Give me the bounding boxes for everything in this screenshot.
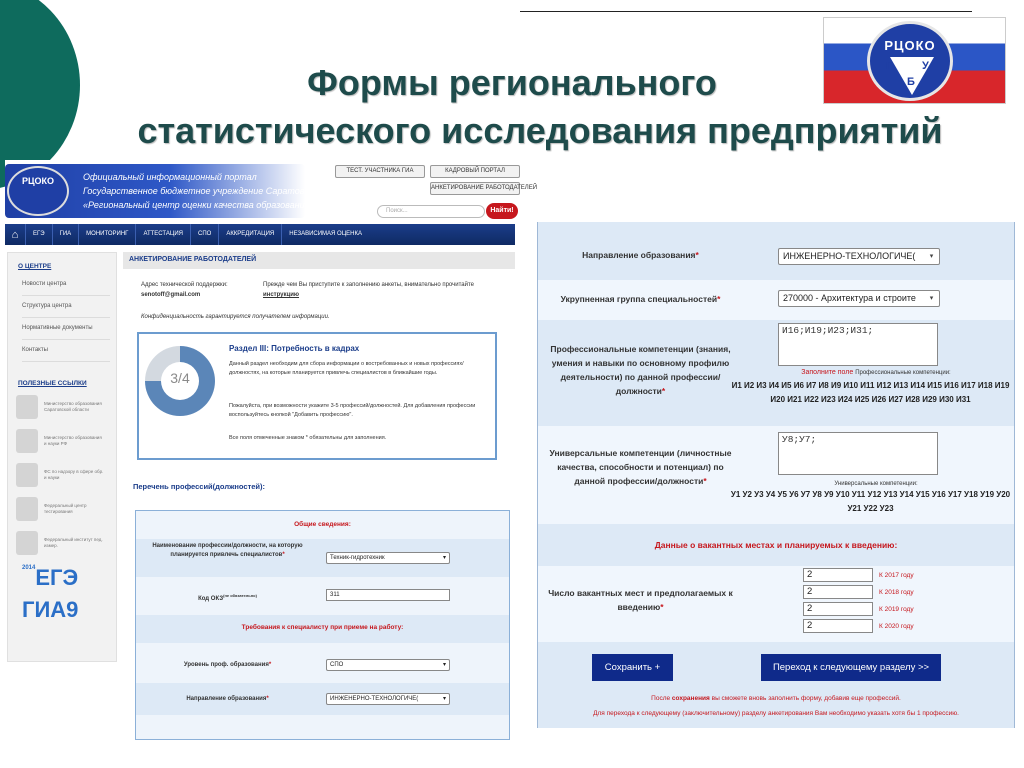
coat-of-arms-icon (16, 429, 38, 453)
banner-label: Федеральный институт пед. измер. (44, 537, 103, 548)
logo-letter-u: У (922, 60, 929, 72)
univ-competencies-label: Универсальные компетенции (личностные качества, способности и потенциал) по данной профессии/должности* (549, 448, 732, 486)
nav-item[interactable]: ЕГЭ (25, 224, 52, 245)
instruction-link[interactable]: инструкцию (263, 292, 300, 298)
direction-label: Направление образования* (582, 250, 699, 260)
hr-portal-button[interactable]: КАДРОВЫЙ ПОРТАЛ (430, 165, 520, 178)
section-title: Раздел III: Потребность в кадрах (229, 344, 360, 353)
profession-form (135, 510, 510, 740)
form-row (136, 683, 509, 715)
save-button[interactable]: Сохранить + (592, 654, 673, 681)
search-button[interactable]: Найти! (486, 203, 518, 219)
ege-label: ЕГЭ (35, 565, 79, 590)
banner-label: Федеральный центр тестирования (44, 503, 87, 514)
emblem-icon (16, 497, 38, 521)
direction-select[interactable] (326, 693, 450, 705)
vacancy-year: К 2018 году (879, 589, 914, 596)
profession-label-text: Наименование профессии/должности, на которую планируется привлечь специалистов (152, 543, 303, 558)
support-note-block (263, 280, 503, 300)
vacancy-input-2018[interactable]: 2 (803, 585, 873, 599)
prof-competencies-label-text: Профессиональные компетенции (знания, умения и навыки по основному профилю деятельности) по данной профессии/должности (550, 344, 731, 396)
next-note: Для перехода к следующему (заключительному) разделу анкетирования Вам необходимо указать хотя бы 1 профессию. (593, 710, 959, 717)
okz-note: (не обязательно) (223, 593, 257, 598)
banner-label: Министерство образования Саратовской области (44, 401, 102, 412)
save-note (538, 695, 1014, 702)
prof-competency-codes: И1 И2 И3 И4 И5 И6 И7 И8 И9 И10 И11 И12 И13 И14 И15 И16 И17 И18 И19 И20 И21 И22 И23 И24 И25 И26 И27 И28 И29 И30 И31 (731, 381, 1010, 404)
level-label-text: Уровень проф. образования (183, 662, 269, 668)
portal-logo[interactable] (5, 164, 363, 218)
header-divider (520, 11, 972, 12)
support-block (141, 280, 271, 300)
okz-label-text: Код ОКЗ (198, 596, 224, 602)
vacancy-input-2019[interactable]: 2 (803, 602, 873, 616)
okz-label (140, 591, 315, 604)
general-info-head: Общие сведения: (294, 521, 351, 528)
coat-of-arms-icon (16, 395, 38, 419)
section-box (137, 332, 497, 460)
form-row (538, 280, 1014, 320)
portal-logo-line: «Региональный центр оценки качества образования» (83, 200, 315, 210)
section-paragraph: Пожалуйста, при возможности укажите 3-5 профессий/должностей. Для добавления профессии воспользуйтесь кнопкой "Добавить профессию". (229, 403, 476, 418)
prof-competencies-warning (738, 369, 1014, 376)
requirements-head: Требования к специалисту при приеме на работу: (241, 624, 404, 631)
profession-select[interactable] (326, 552, 450, 564)
sidebar-item[interactable]: Контакты (22, 340, 110, 362)
useful-links-heading: ПОЛЕЗНЫЕ ССЫЛКИ (18, 380, 87, 387)
vacancy-input-2017[interactable]: 2 (803, 568, 873, 582)
level-label: Уровень проф. образования* (183, 662, 272, 668)
vacancy-input-2020[interactable]: 2 (803, 619, 873, 633)
warning-text: Заполните поле (801, 369, 854, 376)
nav-item[interactable]: НЕЗАВИСИМАЯ ОЦЕНКА (281, 224, 369, 245)
nav-item[interactable]: СПО (190, 224, 218, 245)
home-icon[interactable]: ⌂ (11, 228, 19, 241)
form-row (538, 320, 1014, 426)
search-input[interactable]: Поиск... (377, 205, 485, 218)
univ-competencies-label-text: Универсальные компетенции (личностные качества, способности и потенциал) по данной профессии/должности (549, 448, 732, 486)
gia-test-button[interactable]: ТЕСТ. УЧАСТНИКА ГИА (335, 165, 425, 178)
form-row (538, 524, 1014, 566)
progress-donut (145, 346, 215, 416)
link-banner[interactable] (16, 427, 116, 455)
direction-label-text: Направление образования (582, 250, 696, 260)
group-value: 270000 - Архитектура и строите (783, 293, 916, 303)
portal-logo-line: Государственное бюджетное учреждение Саратовской области (83, 186, 363, 196)
level-value: СПО (330, 662, 344, 668)
univ-competencies-textarea[interactable]: У8;У7; (778, 432, 938, 475)
save-note-pre: После (651, 695, 671, 702)
link-banner[interactable] (16, 461, 116, 489)
next-section-button[interactable]: Переход к следующему разделу >> (761, 654, 941, 681)
ege-banner[interactable] (22, 565, 116, 591)
form-footer (538, 642, 1014, 728)
group-select[interactable] (778, 290, 940, 307)
codes-caption: Профессиональные компетенции: (855, 370, 951, 376)
survey-main (123, 252, 515, 740)
sidebar-item[interactable]: Структура центра (22, 296, 110, 318)
univ-competencies-caption (738, 480, 1014, 487)
support-note: Прежде чем Вы приступите к заполнению анкеты, внимательно прочитайте (263, 282, 475, 288)
vacancy-year: К 2019 году (879, 606, 914, 613)
section-paragraph: Все поля отмеченные знаком * обязательны для заполнения. (229, 435, 387, 441)
portal-screenshot (5, 160, 538, 740)
support-label: Адрес технической поддержки: (141, 282, 228, 288)
univ-competency-codes: У1 У2 У3 У4 У5 У6 У7 У8 У9 У10 У11 У12 У13 У14 У15 У16 У17 У18 У19 У20 У21 У22 У23 (730, 490, 1011, 513)
nav-item[interactable]: АККРЕДИТАЦИЯ (218, 224, 281, 245)
chevron-down-icon: ▾ (442, 662, 446, 668)
portal-header (5, 160, 538, 222)
prof-competencies-label: Профессиональные компетенции (знания, умения и навыки по основному профилю деятельности) по данной профессии/должности* (550, 344, 731, 396)
direction-label: Направление образования* (186, 696, 269, 702)
chevron-down-icon: ▾ (929, 295, 934, 302)
profession-label: Наименование профессии/должности, на которую планируется привлечь специалистов* (152, 543, 303, 558)
okz-input[interactable]: 311 (326, 589, 450, 601)
sidebar-heading: О ЦЕНТРЕ (18, 263, 52, 270)
form-row (136, 539, 509, 577)
banner-label: Министерство образования и науки РФ (44, 435, 102, 446)
banner-label: ФС по надзору в сфере обр. и науки (44, 469, 104, 480)
portal-nav (5, 224, 515, 245)
save-note-post: вы сможете вновь заполнить форму, добавив еще профессий. (711, 695, 901, 702)
prof-competencies-textarea[interactable]: И16;И19;И23;И31; (778, 323, 938, 366)
level-select[interactable] (326, 659, 450, 671)
save-note-bold: сохранения (671, 695, 710, 702)
employer-survey-button[interactable]: АНКЕТИРОВАНИЕ РАБОТОДАТЕЛЕЙ (430, 182, 520, 195)
portal-sidebar (7, 252, 117, 662)
ege-year: 2014 (22, 565, 36, 571)
nav-item[interactable]: АТТЕСТАЦИЯ (135, 224, 190, 245)
form-row (136, 583, 509, 607)
portal-logo-emblem: РЦОКО (7, 166, 69, 216)
logo-letter-b: Б (907, 76, 915, 88)
gia-banner[interactable] (22, 597, 116, 623)
slide-title-line1: Формы регионального (307, 62, 717, 103)
form-row (136, 615, 509, 643)
chevron-down-icon: ▾ (929, 253, 934, 260)
confidentiality-note: Конфиденциальность гарантируется получателем информации. (141, 314, 330, 320)
direction-label-text: Направление образования (186, 696, 267, 702)
group-label: Укрупненная группа специальностей* (560, 294, 721, 304)
link-banner[interactable] (16, 495, 116, 523)
competencies-form (537, 222, 1015, 728)
form-row (538, 426, 1014, 524)
vacancy-label: Число вакантных мест и предполагаемых к введению* (548, 588, 733, 612)
vacancy-year: К 2020 году (879, 623, 914, 630)
group-label-text: Укрупненная группа специальностей (560, 294, 718, 304)
profession-value: Техник-гидротехник (330, 555, 385, 561)
form-row (538, 222, 1014, 280)
gia-label: ГИА9 (22, 597, 79, 622)
sidebar-item[interactable]: Нормативные документы (22, 318, 110, 340)
direction-value: ИНЖЕНЕРНО-ТЕХНОЛОГИЧЕ( (783, 251, 916, 261)
direction-select[interactable] (778, 248, 940, 265)
vacancy-label-text: Число вакантных мест и предполагаемых к введению (548, 588, 733, 612)
form-row (538, 566, 1014, 642)
survey-title: АНКЕТИРОВАНИЕ РАБОТОДАТЕЛЕЙ (123, 252, 515, 269)
form-row (136, 649, 509, 681)
progress-label: 3/4 (170, 370, 190, 386)
vacancy-head: Данные о вакантных местах и планируемых к введению: (654, 540, 898, 550)
section-paragraph: Данный раздел необходим для сбора информации о востребованных и новых профессиях/должностях, на которые планируется привлечь специалистов в ближайшие годы. (229, 361, 464, 376)
nav-item[interactable]: ГИА (52, 224, 79, 245)
link-banner[interactable] (16, 529, 116, 557)
sidebar-item[interactable]: Новости центра (22, 274, 110, 296)
chevron-down-icon: ▾ (442, 555, 446, 561)
emblem-icon (16, 463, 38, 487)
support-email[interactable]: senotoff@gmail.com (141, 292, 201, 298)
codes-caption: Универсальные компетенции: (834, 481, 918, 487)
logo-letter-g: Г (886, 60, 893, 72)
nav-item[interactable]: МОНИТОРИНГ (78, 224, 135, 245)
logo-text: РЦОКО (884, 38, 936, 53)
slide-title-line2: статистического исследования предприятий (137, 110, 943, 151)
chevron-down-icon: ▾ (442, 696, 446, 702)
vacancy-year: К 2017 году (879, 572, 914, 579)
link-banner[interactable] (16, 393, 116, 421)
profession-list-title: Перечень профессий(должностей): (133, 482, 266, 491)
portal-logo-line: Официальный информационный портал (83, 172, 257, 182)
direction-value: ИНЖЕНЕРНО-ТЕХНОЛОГИЧЕ( (330, 696, 419, 702)
emblem-icon (16, 531, 38, 555)
